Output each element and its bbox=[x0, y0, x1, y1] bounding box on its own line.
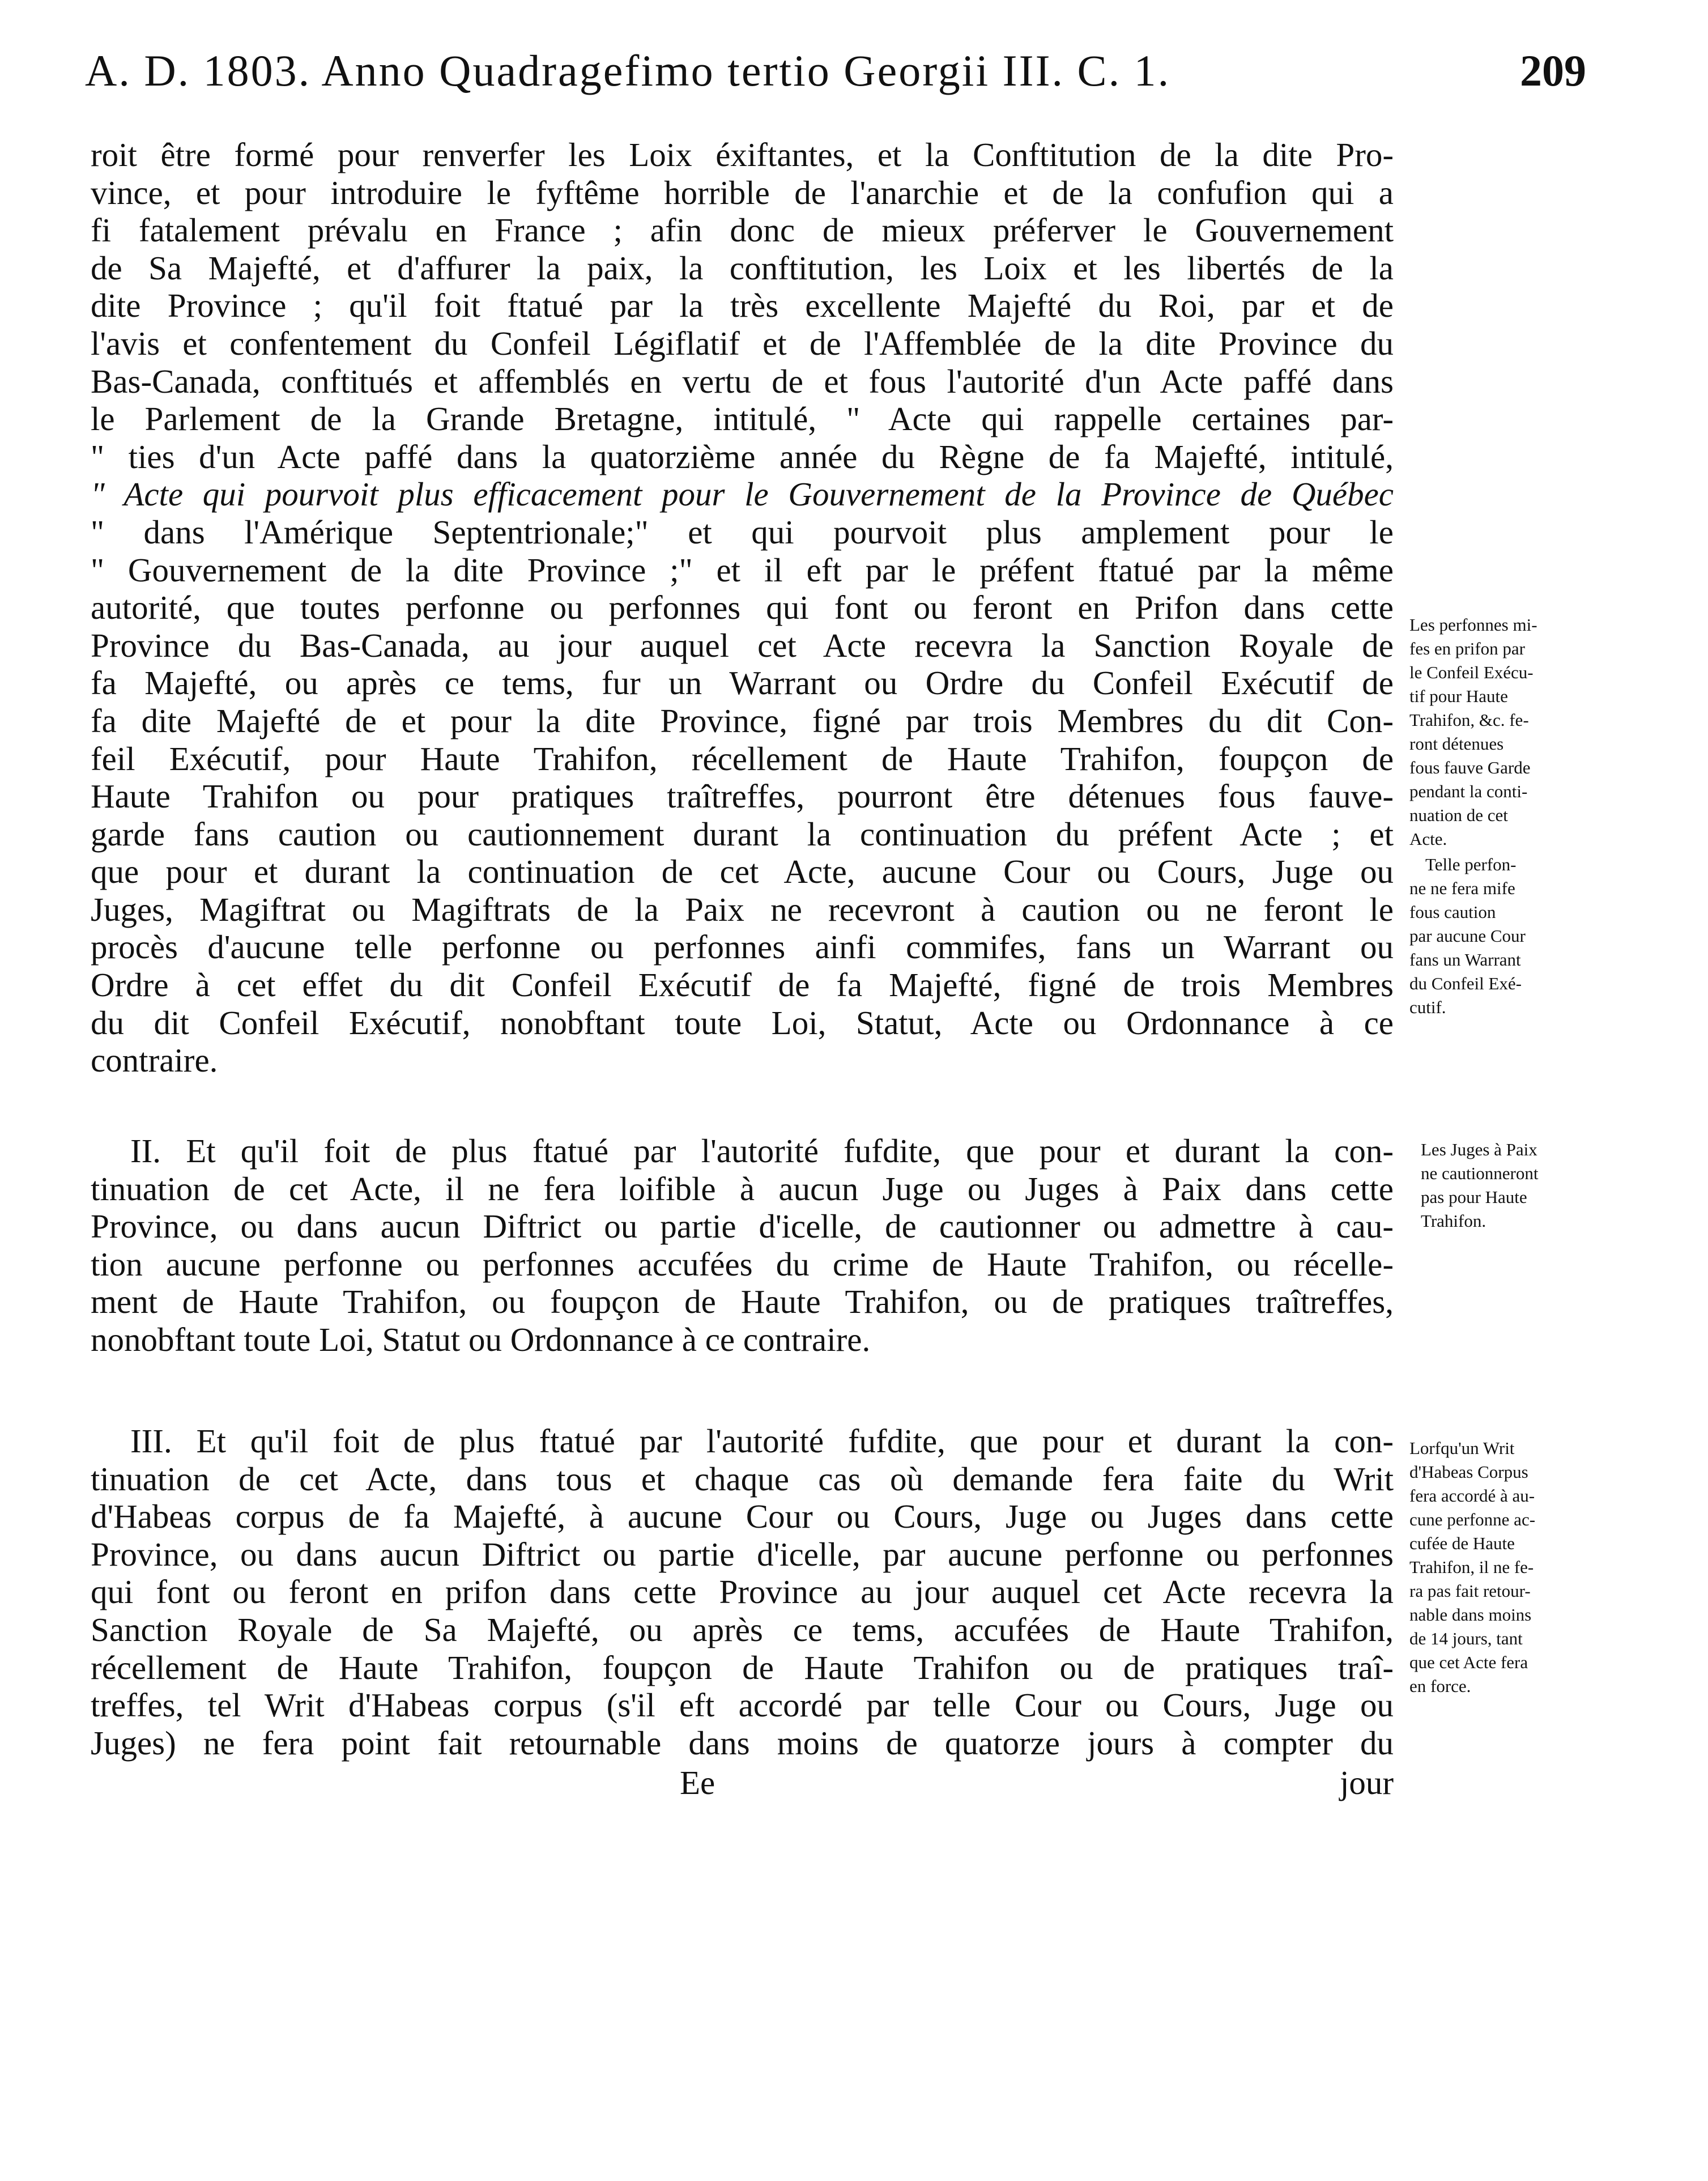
text-line-italic: " Acte qui pourvoit plus efficacement pour le Gouvernement de la Province de Québec bbox=[91, 475, 1394, 513]
text-line: dite Province ; qu'il foit ftatué par la très excellente Majefté du Roi, par et de bbox=[91, 287, 1394, 325]
text-line: fa Majefté, ou après ce tems, fur un Warrant ou Ordre du Confeil Exécutif de bbox=[91, 664, 1394, 702]
margin-line: ront détenues bbox=[1409, 734, 1504, 754]
margin-line: nable dans moins bbox=[1409, 1605, 1532, 1625]
margin-line: Les Juges à Paix bbox=[1421, 1140, 1537, 1159]
text-line: fi fatalement prévalu en France ; afin donc de mieux préferver le Gouvernement bbox=[91, 211, 1394, 249]
text-line: Haute Trahifon ou pour pratiques traîtreffes, pourront être détenues fous fauve- bbox=[91, 777, 1394, 815]
text-line: tinuation de cet Acte, dans tous et chaque cas où demande fera faite du Writ bbox=[91, 1460, 1394, 1498]
margin-line: cutif. bbox=[1409, 997, 1446, 1017]
text-line: tion aucune perfonne ou perfonnes accufées du crime de Haute Trahifon, ou récelle- bbox=[91, 1245, 1394, 1283]
text-line: garde fans caution ou cautionnement durant la continuation du préfent Acte ; et bbox=[91, 815, 1394, 853]
margin-line: ra pas fait retour- bbox=[1409, 1581, 1531, 1601]
marginal-note-justices bbox=[1421, 1138, 1613, 1233]
marginal-note-habeas-corpus bbox=[1409, 1436, 1602, 1698]
text-line: le Parlement de la Grande Bretagne, intitulé, " Acte qui rappelle certaines par- bbox=[91, 400, 1394, 438]
margin-line: ne cautionneront bbox=[1421, 1163, 1539, 1183]
text-line: Province du Bas-Canada, au jour auquel cet Acte recevra la Sanction Royale de bbox=[91, 626, 1394, 664]
intro-paragraph bbox=[91, 136, 1394, 1079]
margin-line: que cet Acte fera bbox=[1409, 1652, 1528, 1672]
text-line: Province, ou dans aucun Diftrict ou partie d'icelle, de cautionner ou admettre à cau- bbox=[91, 1208, 1394, 1245]
text-line: qui font ou feront en prifon dans cette Province au jour auquel cet Acte recevra la bbox=[91, 1573, 1394, 1611]
margin-line: d'Habeas Corpus bbox=[1409, 1462, 1528, 1482]
text-line: Province, ou dans aucun Diftrict ou partie d'icelle, par aucune perfonne ou perfonnes bbox=[91, 1535, 1394, 1573]
text-line: Juges, Magiftrat ou Magiftrats de la Paix ne recevront à caution ou ne feront le bbox=[91, 890, 1394, 928]
margin-line: tif pour Haute bbox=[1409, 686, 1508, 706]
margin-line: fes en prifon par bbox=[1409, 639, 1525, 658]
margin-line: fous caution bbox=[1409, 902, 1496, 922]
text-line: fa dite Majefté de et pour la dite Province, figné par trois Membres du dit Con- bbox=[91, 702, 1394, 739]
margin-line: Trahifon, &c. fe- bbox=[1409, 710, 1529, 730]
text-line: " ties d'un Acte paffé dans la quatorzième année du Règne de fa Majefté, intitulé, bbox=[91, 437, 1394, 475]
margin-line: du Confeil Exé- bbox=[1409, 973, 1522, 993]
margin-line: nuation de cet bbox=[1409, 805, 1508, 825]
text-line: Juges) ne fera point fait retournable dans moins de quatorze jours à compter du bbox=[91, 1724, 1394, 1762]
margin-line: cufée de Haute bbox=[1409, 1533, 1515, 1553]
margin-line: le Confeil Exécu- bbox=[1409, 662, 1534, 682]
text-line: III. Et qu'il foit de plus ftatué par l'autorité fufdite, que pour et durant la con- bbox=[130, 1422, 1394, 1460]
text-line: que pour et durant la continuation de cet Acte, aucune Cour ou Cours, Juge ou bbox=[91, 853, 1394, 891]
page-number: 209 bbox=[1520, 46, 1586, 95]
section-3 bbox=[91, 1422, 1394, 1762]
text-line: nonobftant toute Loi, Statut ou Ordonnance à ce contraire. bbox=[91, 1320, 871, 1358]
catchword: jour bbox=[1339, 1764, 1394, 1801]
margin-line: Telle perfon- bbox=[1425, 854, 1517, 874]
margin-line: Acte. bbox=[1409, 829, 1447, 849]
text-line: Bas-Canada, conftitués et affemblés en vertu de et fous l'autorité d'un Acte paffé dans bbox=[91, 362, 1394, 400]
margin-line: Trahifon, il ne fe- bbox=[1409, 1557, 1534, 1577]
text-line: II. Et qu'il foit de plus ftatué par l'autorité fufdite, que pour et durant la con- bbox=[130, 1132, 1394, 1170]
margin-line: en force. bbox=[1409, 1676, 1471, 1696]
text-line: récellement de Haute Trahifon, foupçon de Haute Trahifon ou de pratiques traî- bbox=[91, 1648, 1394, 1686]
text-line: ment de Haute Trahifon, ou foupçon de Haute Trahifon, ou de pratiques traîtreffes, bbox=[91, 1283, 1394, 1321]
marginal-note-detention bbox=[1409, 613, 1602, 851]
text-line: autorité, que toutes perfonne ou perfonnes qui font ou feront en Prifon dans cette bbox=[91, 589, 1394, 627]
text-line: Ordre à cet effet du dit Confeil Exécutif de fa Majefté, figné de trois Membres bbox=[91, 966, 1394, 1004]
margin-line: Trahifon. bbox=[1421, 1211, 1486, 1231]
margin-line: cune perfonne ac- bbox=[1409, 1510, 1536, 1529]
margin-line: pas pour Haute bbox=[1421, 1187, 1527, 1207]
header-title: A. D. 1803. Anno Quadragefimo tertio Georgii III. C. 1. bbox=[85, 46, 1171, 95]
text-line: treffes, tel Writ d'Habeas corpus (s'il eft accordé par telle Cour ou Cours, Juge ou bbox=[91, 1686, 1394, 1724]
margin-line: Lorfqu'un Writ bbox=[1409, 1438, 1515, 1458]
marginal-note-no-bail bbox=[1409, 853, 1602, 1019]
text-line: procès d'aucune telle perfonne ou perfonnes ainfi commifes, fans un Warrant ou bbox=[91, 928, 1394, 966]
text-line: d'Habeas corpus de fa Majefté, à aucune Cour ou Cours, Juge ou Juges dans cette bbox=[91, 1498, 1394, 1536]
margin-line: Les perfonnes mi- bbox=[1409, 615, 1537, 635]
margin-line: fera accordé à au- bbox=[1409, 1486, 1535, 1506]
text-line: vince, et pour introduire le fyftême horrible de l'anarchie et de la confufion qui a bbox=[91, 173, 1394, 211]
text-line: tinuation de cet Acte, il ne fera loifible à aucun Juge ou Juges à Paix dans cette bbox=[91, 1170, 1394, 1208]
margin-line: fans un Warrant bbox=[1409, 950, 1521, 970]
margin-line: de 14 jours, tant bbox=[1409, 1629, 1523, 1648]
text-line: l'avis et confentement du Confeil Légiflatif et de l'Affemblée de la dite Province du bbox=[91, 324, 1394, 362]
text-line: du dit Confeil Exécutif, nonobftant toute Loi, Statut, Acte ou Ordonnance à ce bbox=[91, 1004, 1394, 1041]
margin-line: ne ne fera mife bbox=[1409, 878, 1515, 898]
text-line: de Sa Majefté, et d'affurer la paix, la conftitution, les Loix et les libertés de la bbox=[91, 249, 1394, 287]
text-line: roit être formé pour renverfer les Loix éxiftantes, et la Conftitution de la dite Pro- bbox=[91, 136, 1394, 173]
text-line: Sanction Royale de Sa Majefté, ou après ce tems, accufées de Haute Trahifon, bbox=[91, 1610, 1394, 1648]
text-line: " dans l'Amérique Septentrionale;" et qui pourvoit plus amplement pour le bbox=[91, 513, 1394, 551]
signature-mark: Ee bbox=[680, 1764, 715, 1801]
section-2 bbox=[91, 1132, 1394, 1359]
text-line: contraire. bbox=[91, 1041, 218, 1079]
text-line: " Gouvernement de la dite Province ;" et il eft par le préfent ftatué par la même bbox=[91, 551, 1394, 589]
running-header bbox=[85, 40, 1586, 102]
margin-line: par aucune Cour bbox=[1409, 926, 1526, 946]
margin-line: fous fauve Garde bbox=[1409, 758, 1531, 777]
text-line: feil Exécutif, pour Haute Trahifon, récellement de Haute Trahifon, foupçon de bbox=[91, 739, 1394, 777]
margin-line: pendant la conti- bbox=[1409, 781, 1528, 801]
